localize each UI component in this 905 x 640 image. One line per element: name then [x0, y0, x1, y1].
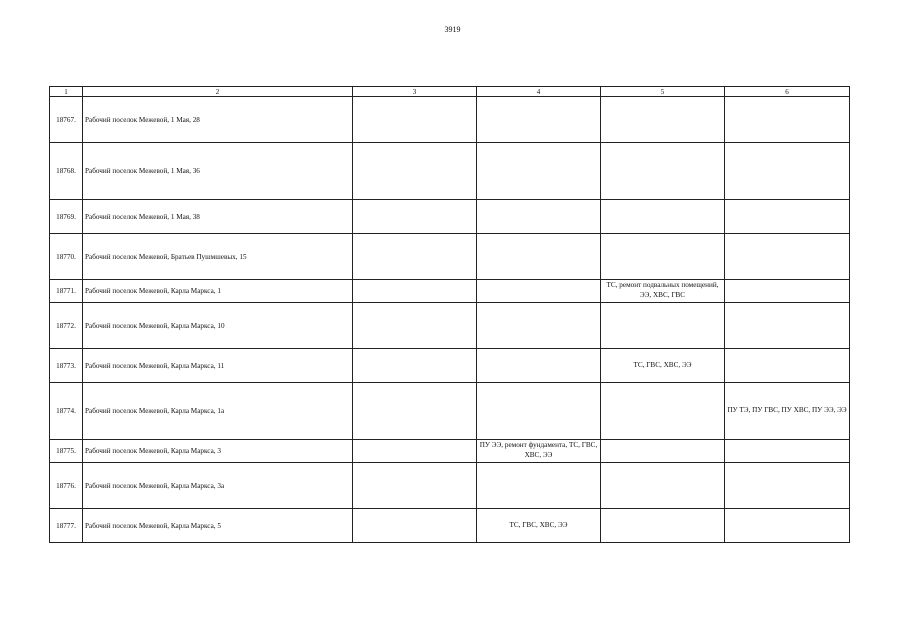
- table-row: [50, 234, 850, 280]
- row-number: 18777.: [50, 509, 83, 543]
- row-col4: ТС, ГВС, ХВС, ЭЭ: [477, 509, 601, 543]
- column-header-2: 2: [83, 87, 353, 97]
- header-row: [50, 87, 850, 97]
- row-col4: [477, 383, 601, 440]
- column-header-4: 4: [477, 87, 601, 97]
- column-header-6: 6: [725, 87, 850, 97]
- row-address: Рабочий поселок Межевой, 1 Мая, 38: [83, 200, 353, 234]
- row-col4: [477, 97, 601, 143]
- row-number: 18774.: [50, 383, 83, 440]
- column-header-1: 1: [50, 87, 83, 97]
- row-col6: [725, 303, 850, 349]
- table-row: [50, 509, 850, 543]
- row-number: 18770.: [50, 234, 83, 280]
- row-number: 18771.: [50, 280, 83, 303]
- row-col6: [725, 280, 850, 303]
- table-row: [50, 143, 850, 200]
- table-row: [50, 440, 850, 463]
- row-col6: [725, 463, 850, 509]
- row-col3: [353, 463, 477, 509]
- row-col5: [601, 303, 725, 349]
- row-col3: [353, 303, 477, 349]
- page-number: 3919: [444, 25, 461, 34]
- row-col4: [477, 200, 601, 234]
- row-col5: ТС, ремонт подвальных помещений, ЭЭ, ХВС, ГВС: [601, 280, 725, 303]
- row-col3: [353, 234, 477, 280]
- row-col4: [477, 349, 601, 383]
- row-col5: ТС, ГВС, ХВС, ЭЭ: [601, 349, 725, 383]
- table-row: [50, 383, 850, 440]
- row-col4: [477, 143, 601, 200]
- row-address: Рабочий поселок Межевой, Карла Маркса, 10: [83, 303, 353, 349]
- row-col6: ПУ ТЭ, ПУ ГВС, ПУ ХВС, ПУ ЭЭ, ЭЭ: [725, 383, 850, 440]
- row-col6: [725, 509, 850, 543]
- row-col3: [353, 440, 477, 463]
- row-col3: [353, 383, 477, 440]
- row-col3: [353, 280, 477, 303]
- row-col3: [353, 200, 477, 234]
- column-header-3: 3: [353, 87, 477, 97]
- row-address: Рабочий поселок Межевой, Карла Маркса, 3а: [83, 463, 353, 509]
- building-works-table: [49, 86, 850, 543]
- table-row: [50, 200, 850, 234]
- row-col5: [601, 463, 725, 509]
- row-address: Рабочий поселок Межевой, 1 Мая, 28: [83, 97, 353, 143]
- row-col3: [353, 143, 477, 200]
- row-number: 18767.: [50, 97, 83, 143]
- row-number: 18773.: [50, 349, 83, 383]
- table-header: [50, 87, 850, 97]
- row-col4: [477, 303, 601, 349]
- table-row: [50, 303, 850, 349]
- row-number: 18775.: [50, 440, 83, 463]
- row-address: Рабочий поселок Межевой, Братьев Пушмшевых, 15: [83, 234, 353, 280]
- row-col3: [353, 349, 477, 383]
- table-row: [50, 280, 850, 303]
- row-address: Рабочий поселок Межевой, Карла Маркса, 5: [83, 509, 353, 543]
- row-col5: [601, 383, 725, 440]
- row-col3: [353, 509, 477, 543]
- row-col4: [477, 463, 601, 509]
- row-col5: [601, 509, 725, 543]
- row-col6: [725, 143, 850, 200]
- row-col5: [601, 234, 725, 280]
- row-col5: [601, 97, 725, 143]
- row-col6: [725, 234, 850, 280]
- row-address: Рабочий поселок Межевой, Карла Маркса, 11: [83, 349, 353, 383]
- table-row: [50, 97, 850, 143]
- row-number: 18772.: [50, 303, 83, 349]
- row-col5: [601, 200, 725, 234]
- row-col6: [725, 200, 850, 234]
- row-col6: [725, 97, 850, 143]
- row-col4: [477, 280, 601, 303]
- row-address: Рабочий поселок Межевой, Карла Маркса, 1: [83, 280, 353, 303]
- row-col6: [725, 440, 850, 463]
- row-number: 18768.: [50, 143, 83, 200]
- row-address: Рабочий поселок Межевой, 1 Мая, 36: [83, 143, 353, 200]
- row-address: Рабочий поселок Межевой, Карла Маркса, 3: [83, 440, 353, 463]
- table-body: [50, 97, 850, 543]
- row-col5: [601, 143, 725, 200]
- table-row: [50, 463, 850, 509]
- row-number: 18769.: [50, 200, 83, 234]
- column-header-5: 5: [601, 87, 725, 97]
- row-col4: [477, 234, 601, 280]
- row-col6: [725, 349, 850, 383]
- row-col3: [353, 97, 477, 143]
- row-number: 18776.: [50, 463, 83, 509]
- row-address: Рабочий поселок Межевой, Карла Маркса, 1а: [83, 383, 353, 440]
- table-row: [50, 349, 850, 383]
- row-col4: ПУ ЭЭ, ремонт фундамента, ТС, ГВС, ХВС, ЭЭ: [477, 440, 601, 463]
- row-col5: [601, 440, 725, 463]
